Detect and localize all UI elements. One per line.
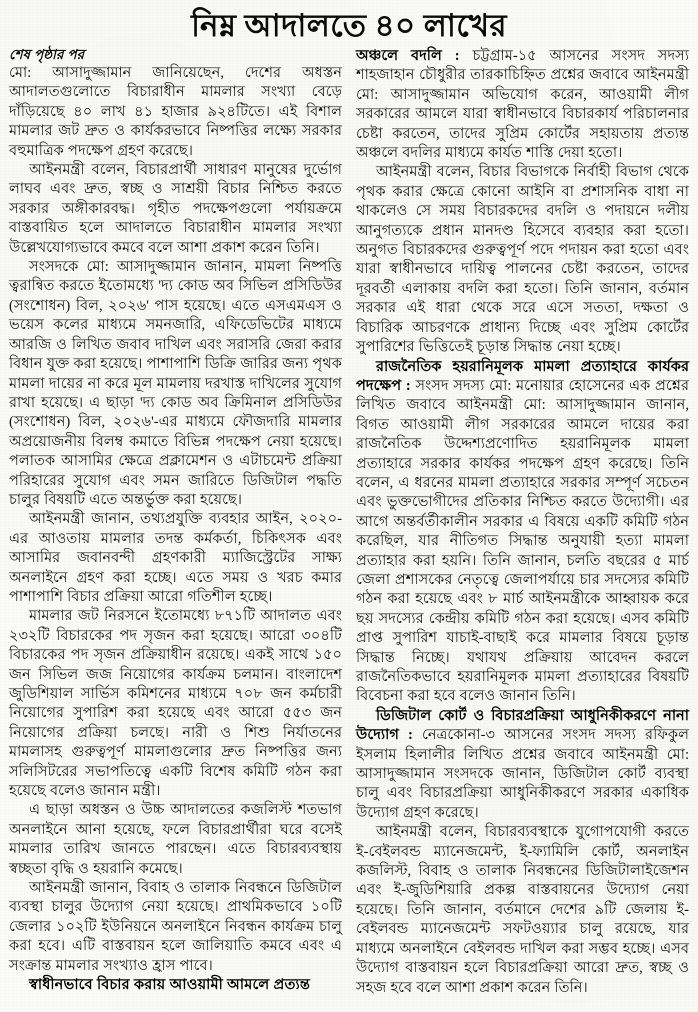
body-paragraph: সংসদকে মো: আসাদুজ্জামান জানান, মামলা নিষ্পত্তি ত্বরান্বিত করতে ইতোমধ্যে 'দ্য কোড অব সিভিল প্রসিডিউর (সংশোধন) বিল, ২০২৬' পাস হয়েছে। এতে এসএমএস ও ভয়েস কলের মাধ্যমে সমনজারি, এফিডেভিটের মাধ্যমে আরজি ও লিখিত জবাব দাখিল এবং সরাসরি জেরা করার বিধান যুক্ত করা হয়েছে। পাশাপাশি ডিক্রি জারির জন্য পৃথক মামলা দায়ের না করে মূল মামলায় দরখাস্ত দাখিলের সুযোগ রাখা হয়েছে। এ ছাড়া 'দ্য কোড অব ক্রিমিনাল প্রসিডিউর (সংশোধন) বিল, ২০২৬'-এর মাধ্যমে ফৌজদারি মামলার অপ্রয়োজনীয় বিলম্ব কমাতে বিভিন্ন পদক্ষেপ নেয়া হয়েছে। পলাতক আসামির ক্ষেত্রে প্রক্লামেশন ও এটাচমেন্ট প্রক্রিয়া পরিহারের সুযোগ এবং সমন জারিতে ডিজিটাল পদ্ধতি চালুর বিষয়টি এতে অন্তর্ভুক্ত করা হয়েছে। <box>9 259 342 508</box>
right-column-body <box>356 47 689 998</box>
paragraph-text: আইনমন্ত্রী বলেন, বিচারব্যবস্থাকে যুগোপযোগী করতে ই-বেইলবন্ড ম্যানেজমেন্ট, ই-ফ্যামিলি কোর্ট, অনলাইন কজলিস্ট, বিবাহ ও তালাক নিবন্ধনের ডিজিটালাইজেশন এবং ই-জুডিশিয়ারি প্রকল্প বাস্তবায়নের উদ্যোগ নেয়া হয়েছে। তিনি জানান, বর্তমানে দেশের ৯টি জেলায় ই-বেইলবন্ড ম্যানেজমেন্ট সফটওয়্যার চালু রয়েছে, যার মাধ্যমে অনলাইনে বেইলবন্ড দাখিল করা সম্ভব হচ্ছে। এসব উদ্যোগ বাস্তবায়ন হলে বিচারপ্রক্রিয়া আরো দ্রুত, স্বচ্ছ ও সহজ হবে বলে আশা প্রকাশ করেন তিনি। <box>356 824 689 996</box>
section-subheading: ডিজিটাল কোর্ট ও বিচারপ্রক্রিয়া আধুনিকীকরণে নানা উদ্যোগ : <box>356 707 689 744</box>
body-paragraph <box>356 163 689 357</box>
body-paragraph: আইনমন্ত্রী জানান, তথ্যপ্রযুক্তি ব্যবহার আইন, ২০২০-এর আওতায় মামলার তদন্ত কর্মকর্তা, চিকিৎসক এবং আসামির জবানবন্দী গ্রহণকারী ম্যাজিস্ট্রেটের সাক্ষ্য অনলাইনে গ্রহণ করা হচ্ছে। এতে সময় ও খরচ কমার পাশাপাশি বিচার প্রক্রিয়া আরো গতিশীল হচ্ছে। <box>9 511 342 605</box>
body-paragraph: মো: আসাদুজ্জামান জানিয়েছেন, দেশের অধস্তন আদালতগুলোতে বিচারাধীন মামলার সংখ্যা বেড়ে দাঁড়িয়েছে ৪০ লাখ ৪১ হাজার ৯২৪টিতে। এই বিশাল মামলার জট দ্রুত ও কার্যকরভাবে নিষ্পত্তির লক্ষ্যে সরকার বহুমাত্রিক পদক্ষেপ গ্রহণ করেছে। <box>9 65 342 159</box>
paragraph-text: চট্টগ্রাম-১৫ আসনের সংসদ সদস্য শাহজাহান চৌধুরীর তারকাচিহ্নিত প্রশ্নের জবাবে আইনমন্ত্রী মো: আসাদুজ্জামান অভিযোগ করেন, আওয়ামী লীগ সরকারের আমলে যারা স্বাধীনভাবে বিচারকার্য পরিচালনার চেষ্টা করতেন, তাদের সুপ্রিম কোর্টের সহায়তায় প্রত্যন্ত অঞ্চলে বদলির মাধ্যমে কার্যত শাস্তি দেয়া হতো। <box>356 48 689 162</box>
body-paragraph: মামলার জট নিরসনে ইতোমধ্যে ৮৭১টি আদালত এবং ২৩২টি বিচারকের পদ সৃজন করা হয়েছে। আরো ৩০৪টি বিচারকের পদ সৃজন প্রক্রিয়াধীন রয়েছে। একই সাথে ১৫০ জন সিভিল জজ নিয়োগের কার্যক্রম চলমান। বাংলাদেশ জুডিশিয়াল সার্ভিস কমিশনের মাধ্যমে ৭০৮ জন কর্মচারী নিয়োগের সুপারিশ করা হয়েছে এবং আরো ৫৫৩ জন নিয়োগের প্রক্রিয়া চলছে। নারী ও শিশু নির্যাতনের মামলাসহ গুরুত্বপূর্ণ মামলাগুলোর দ্রুত নিষ্পত্তির জন্য সলিসিটরের সভাপতিত্বে একটি বিশেষ কমিটি গঠন করা হয়েছে বলেও জানান মন্ত্রী। <box>9 608 342 800</box>
paragraph-text: সংসদ সদস্য মো: মনোয়ার হোসেনের এক প্রশ্নের লিখিত জবাবে আইনমন্ত্রী মো: আসাদুজ্জামান জানান, বিগত আওয়ামী লীগ সরকারের আমলে দায়ের করা রাজনৈতিক উদ্দেশ্যপ্রণোদিত হয়রানিমূলক মামলা প্রত্যাহারে সরকার কার্যকর পদক্ষেপ গ্রহণ করেছে। তিনি বলেন, এ ধরনের মামলা প্রত্যাহারে সরকার সম্পূর্ণ সচেতন এবং ভুক্তভোগীদের প্রতিকার নিশ্চিত করতে উদ্যোগী। এর আগে অন্তর্বর্তীকালীন সরকার এ বিষয়ে একটি কমিটি গঠন করেছিল, যার নীতিগত সিদ্ধান্ত অনুযায়ী হত্যা মামলা প্রত্যাহার করা হয়নি। তিনি জানান, চলতি বছরের ৫ মার্চ জেলা প্রশাসকের নেতৃত্বে জেলাপর্যায়ে চার সদস্যের কমিটি গঠন করা হয়েছে এবং ৮ মার্চ আইনমন্ত্রীকে আহ্বায়ক করে ছয় সদস্যের কেন্দ্রীয় কমিটি গঠন করা হয়েছে। এসব কমিটি প্রাপ্ত সুপারিশ যাচাই-বাছাই করে মামলার বিষয়ে চূড়ান্ত সিদ্ধান্ত নিচ্ছে। যথাযথ প্রক্রিয়ায় আবেদন করলে রাজনৈতিকভাবে হয়রানিমূলক মামলা প্রত্যাহারের বিষয়টি বিবেচনা করা হবে বলেও জানান তিনি। <box>356 377 689 705</box>
paragraph-text: নেত্রকোনা-৩ আসনের সংসদ সদস্য রফিকুল ইসলাম হিলালীর লিখিত প্রশ্নের জবাবে আইনমন্ত্রী মো: আসাদুজ্জামান সংসদকে জানান, ডিজিটাল কোর্ট ব্যবস্থা চালু এবং বিচারপ্রক্রিয়া আধুনিকীকরণে সরকার একাধিক উদ্যোগ গ্রহণ করেছে। <box>356 727 690 821</box>
page-title: নিম্ন আদালতে ৪০ লাখের <box>191 8 507 43</box>
section-subheading: রাজনৈতিক হয়রানিমূলক মামলা প্রত্যাহারে কার্যকর পদক্ষেপ : <box>356 358 689 394</box>
body-paragraph <box>356 823 689 998</box>
body-paragraph: আইনমন্ত্রী বলেন, বিচারপ্রার্থী সাধারণ মানুষের দুর্ভোগ লাঘব এবং দ্রুত, স্বচ্ছ ও সাশ্রয়ী বিচার নিশ্চিত করতে সরকার অঙ্গীকারবদ্ধ। গৃহীত পদক্ষেপগুলো পর্যায়ক্রমে বাস্তবায়িত হলে আদালতে বিচারাধীন মামলার সংখ্যা উল্লেখযোগ্যভাবে কমবে বলে আশা প্রকাশ করেন তিনি। <box>9 162 342 256</box>
body-paragraph: আইনমন্ত্রী জানান, বিবাহ ও তালাক নিবন্ধনে ডিজিটাল ব্যবস্থা চালুর উদ্যোগ নেয়া হয়েছে। প্রাথমিকভাবে ১০টি জেলার ১০২টি ইউনিয়নে অনলাইনে নিবন্ধন কার্যক্রম চালু করা হবে। এটি বাস্তবায়ন হলে জালিয়াতি কমবে এবং এ সংক্রান্ত মামলার সংখ্যাও হ্রাস পাবে। <box>9 880 342 974</box>
left-column-body <box>9 47 342 996</box>
right-column <box>356 47 689 1008</box>
body-paragraph: এ ছাড়া অধস্তন ও উচ্চ আদালতের কজলিস্ট শতভাগ অনলাইনে আনা হয়েছে, ফলে বিচারপ্রার্থীরা ঘরে বসেই মামলার তারিখ জানতে পারছেন। এতে বিচারব্যবস্থায় স্বচ্ছতা বৃদ্ধি ও হয়রানি কমেছে। <box>9 802 342 877</box>
body-paragraph-with-subhead <box>356 707 689 823</box>
section-subheading: অঞ্চলে বদলি : <box>356 48 460 64</box>
jump-from-label: শেষ পৃষ্ঠার পর <box>9 47 85 62</box>
body-paragraph-with-subhead <box>356 47 689 163</box>
left-column <box>9 47 342 1008</box>
paragraph-text: আইনমন্ত্রী বলেন, বিচার বিভাগকে নির্বাহী বিভাগ থেকে পৃথক করার ক্ষেত্রে কোনো আইনি বা প্রশাসনিক বাধা না থাকলেও সে সময় বিচারকদের বদলি ও পদায়নে দলীয় আনুগত্যকে প্রধান মানদণ্ড হিসেবে ব্যবহার করা হতো। অনুগত বিচারকদের গুরুত্বপূর্ণ পদে পদায়ন করা হতো এবং যারা স্বাধীনভাবে দায়িত্ব পালনের চেষ্টা করতেন, তাদের দূরবর্তী এলাকায় বদলি করা হতো। তিনি জানান, বর্তমান সরকার এই ধারা থেকে সরে এসে সততা, দক্ষতা ও বিচারিক আচরণকে প্রাধান্য দিচ্ছে এবং সুপ্রিম কোর্টের সুপারিশের ভিত্তিতেই চূড়ান্ত সিদ্ধান্ত নেয়া হচ্ছে। <box>356 164 689 356</box>
body-paragraph-with-subhead <box>356 358 689 707</box>
article-columns <box>9 47 689 1008</box>
section-kicker: স্বাধীনভাবে বিচার করায় আওয়ামী আমলে প্রত্যন্ত <box>29 977 310 994</box>
